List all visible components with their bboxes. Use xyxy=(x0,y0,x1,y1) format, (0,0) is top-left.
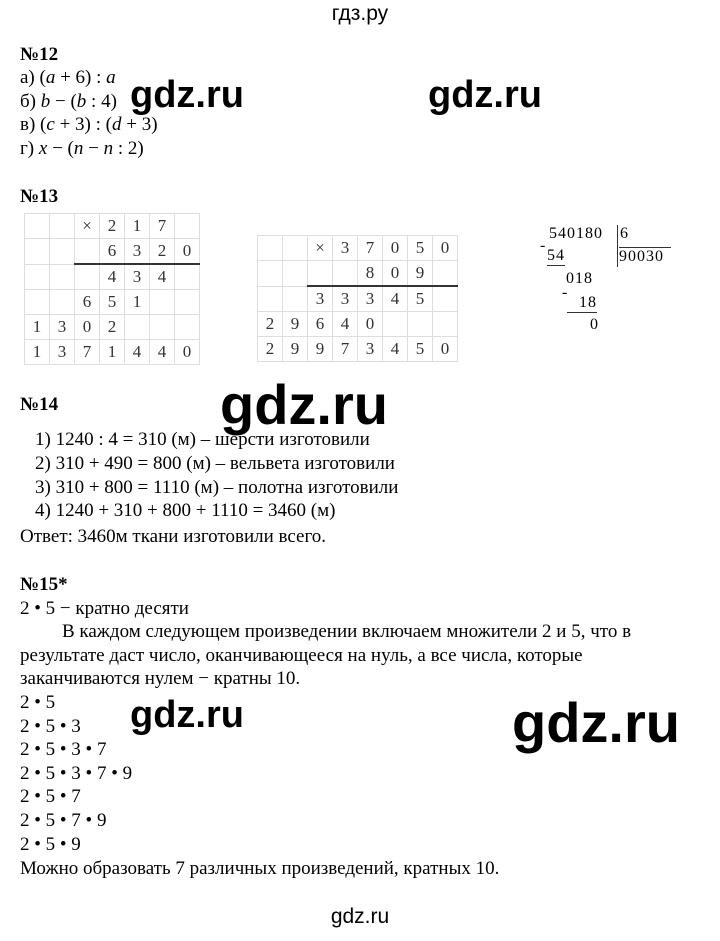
grid-row xyxy=(25,315,200,340)
dividend: 540180 xyxy=(549,225,603,242)
task-14-title: №14 xyxy=(20,394,59,415)
variable: n xyxy=(73,137,84,159)
grid-cell: 2 xyxy=(100,315,125,340)
site-title: гдз.ру xyxy=(331,2,389,25)
multiplication-table-1 xyxy=(24,213,200,365)
grid-cell: 4 xyxy=(150,264,175,290)
expression-text: + 3) : ( xyxy=(54,114,112,135)
task-13-title: №13 xyxy=(20,186,59,207)
grid-cell: 3 xyxy=(358,337,383,362)
grid-row xyxy=(25,264,200,290)
grid-row xyxy=(25,290,200,315)
step-line: 2) 310 + 490 = 800 (м) – вельвета изготовили xyxy=(35,453,395,474)
product-line: 2 • 5 • 7 • 9 xyxy=(20,810,107,831)
paragraph-line: результате даст число, оканчивающееся на нуль, а все числа, которые xyxy=(20,645,583,666)
grid-cell: 3 xyxy=(125,264,150,290)
grid-cell: 1 xyxy=(125,214,150,239)
grid-cell xyxy=(25,290,50,315)
grid-cell xyxy=(433,261,458,287)
grid-cell xyxy=(258,286,283,312)
grid-cell xyxy=(383,312,408,337)
grid-row xyxy=(258,261,458,287)
grid-cell xyxy=(50,264,75,290)
expression-text: г) xyxy=(20,137,39,159)
variable: b xyxy=(40,90,51,112)
grid-cell xyxy=(175,315,200,340)
grid-cell: 1 xyxy=(25,340,50,365)
variable: n xyxy=(103,137,114,159)
grid-cell: 5 xyxy=(408,286,433,312)
expression-text: − xyxy=(83,137,104,159)
grid-cell: 8 xyxy=(358,261,383,287)
variable: a xyxy=(45,67,56,88)
grid-cell: × xyxy=(308,236,333,261)
grid-cell xyxy=(175,214,200,239)
paragraph-line: В каждом следующем произведении включаем множители 2 и 5, что в xyxy=(62,621,632,642)
subtrahend-1: 54 xyxy=(547,247,565,264)
grid-cell xyxy=(125,315,150,340)
subtrahend-2: 18 xyxy=(567,294,597,313)
grid-cell xyxy=(333,261,358,287)
expression-text: − ( xyxy=(47,137,74,159)
paragraph-line: заканчиваются нулем − кратны 10. xyxy=(20,668,301,689)
grid-cell: 2 xyxy=(150,239,175,265)
step-line: 1) 1240 : 4 = 310 (м) – шерсти изготовили xyxy=(35,429,370,450)
grid-cell xyxy=(283,261,308,287)
quotient: 90030 xyxy=(619,247,671,266)
grid-row xyxy=(258,312,458,337)
intro-line: 2 • 5 − кратно десяти xyxy=(20,598,189,619)
expression-text: а) ( xyxy=(20,67,46,88)
grid-cell: 6 xyxy=(75,290,100,315)
remainder-2: 0 xyxy=(590,316,599,333)
grid-cell: 0 xyxy=(433,236,458,261)
grid-cell: 5 xyxy=(408,337,433,362)
grid-cell xyxy=(150,290,175,315)
grid-cell xyxy=(50,290,75,315)
product-line: 2 • 5 • 3 xyxy=(20,716,81,737)
grid-cell: 4 xyxy=(383,337,408,362)
answer-line: Ответ: 3460м ткани изготовили всего. xyxy=(20,526,327,547)
grid-row xyxy=(25,340,200,365)
grid-cell: 4 xyxy=(125,340,150,365)
multiplication-table-2 xyxy=(257,235,458,362)
expression-text: в) ( xyxy=(20,114,47,135)
grid-cell: 3 xyxy=(333,286,358,312)
grid-cell: 4 xyxy=(383,286,408,312)
grid-cell xyxy=(175,290,200,315)
grid-row xyxy=(258,286,458,312)
watermark: gdz.ru xyxy=(428,74,542,116)
grid-cell xyxy=(258,261,283,287)
grid-row xyxy=(25,214,200,239)
expression-line xyxy=(20,114,158,136)
expression-line xyxy=(20,138,144,160)
watermark: gdz.ru xyxy=(512,691,680,754)
grid-cell: 5 xyxy=(408,236,433,261)
grid-cell xyxy=(283,236,308,261)
product-line: 2 • 5 • 7 xyxy=(20,786,81,807)
expression-text: б) xyxy=(20,90,41,112)
grid-cell: 9 xyxy=(283,337,308,362)
task-12-title: №12 xyxy=(20,44,59,65)
footer-watermark: gdz.ru xyxy=(330,905,390,928)
grid-cell xyxy=(150,315,175,340)
grid-cell: 6 xyxy=(100,239,125,265)
grid-cell: 7 xyxy=(75,340,100,365)
grid-cell: 9 xyxy=(308,337,333,362)
grid-cell: 0 xyxy=(75,315,100,340)
grid-row xyxy=(25,239,200,265)
product-line: 2 • 5 xyxy=(20,692,56,713)
grid-cell: 0 xyxy=(175,239,200,265)
variable: x xyxy=(38,137,48,159)
grid-cell xyxy=(50,239,75,265)
product-line: 2 • 5 • 3 • 7 xyxy=(20,739,107,760)
grid-cell xyxy=(25,264,50,290)
grid-cell: 7 xyxy=(333,337,358,362)
divisor: 6 xyxy=(617,225,629,267)
grid-cell: 1 xyxy=(100,340,125,365)
grid-cell xyxy=(25,214,50,239)
step-line: 4) 1240 + 310 + 800 + 1110 = 3460 (м) xyxy=(35,500,336,521)
conclusion-line: Можно образовать 7 различных произведений, кратных 10. xyxy=(20,858,500,879)
remainder-1: 018 xyxy=(566,270,593,287)
product-line: 2 • 5 • 9 xyxy=(20,834,81,855)
variable: d xyxy=(111,114,122,135)
product-line: 2 • 5 • 3 • 7 • 9 xyxy=(20,763,133,784)
grid-cell: 5 xyxy=(100,290,125,315)
grid-cell: 0 xyxy=(433,337,458,362)
grid-cell: 3 xyxy=(50,340,75,365)
task-15-title: №15* xyxy=(20,574,68,595)
grid-cell: 4 xyxy=(100,264,125,290)
grid-cell xyxy=(258,236,283,261)
grid-cell: 4 xyxy=(150,340,175,365)
variable: a xyxy=(106,67,116,88)
expression-text: + 3) xyxy=(121,114,158,135)
grid-cell xyxy=(75,239,100,265)
grid-cell: 2 xyxy=(258,337,283,362)
minus-sign: - xyxy=(540,237,547,254)
variable: b xyxy=(76,90,87,112)
grid-cell xyxy=(308,261,333,287)
grid-cell: 7 xyxy=(150,214,175,239)
watermark: gdz.ru xyxy=(130,694,244,736)
grid-cell: 0 xyxy=(175,340,200,365)
grid-cell: × xyxy=(75,214,100,239)
grid-cell: 2 xyxy=(100,214,125,239)
grid-row xyxy=(258,337,458,362)
watermark: gdz.ru xyxy=(130,74,244,116)
grid-cell xyxy=(175,264,200,290)
grid-cell xyxy=(433,286,458,312)
grid-cell xyxy=(433,312,458,337)
expression-line xyxy=(20,91,117,113)
grid-cell: 1 xyxy=(25,315,50,340)
expression-text: : 2) xyxy=(113,137,144,159)
grid-cell xyxy=(75,264,100,290)
grid-cell: 1 xyxy=(125,290,150,315)
grid-cell: 0 xyxy=(358,312,383,337)
grid-cell xyxy=(408,312,433,337)
expression-line xyxy=(20,67,116,89)
grid-row xyxy=(258,236,458,261)
grid-cell: 3 xyxy=(333,236,358,261)
grid-cell xyxy=(25,239,50,265)
grid-cell: 2 xyxy=(258,312,283,337)
expression-text: + 6) : xyxy=(55,67,107,88)
grid-cell xyxy=(50,214,75,239)
grid-cell xyxy=(283,286,308,312)
grid-cell: 3 xyxy=(50,315,75,340)
minus-sign: - xyxy=(562,284,569,301)
grid-cell: 3 xyxy=(358,286,383,312)
grid-cell: 4 xyxy=(333,312,358,337)
grid-cell: 6 xyxy=(308,312,333,337)
expression-text: : 4) xyxy=(86,90,117,112)
grid-cell: 7 xyxy=(358,236,383,261)
grid-cell: 9 xyxy=(408,261,433,287)
expression-text: − ( xyxy=(50,90,77,112)
variable: c xyxy=(46,114,55,135)
grid-cell: 3 xyxy=(125,239,150,265)
watermark: gdz.ru xyxy=(220,373,388,436)
step-line: 3) 310 + 800 = 1110 (м) – полотна изготовили xyxy=(35,477,399,498)
grid-cell: 3 xyxy=(308,286,333,312)
grid-cell: 0 xyxy=(383,261,408,287)
grid-cell: 0 xyxy=(383,236,408,261)
grid-cell: 9 xyxy=(283,312,308,337)
